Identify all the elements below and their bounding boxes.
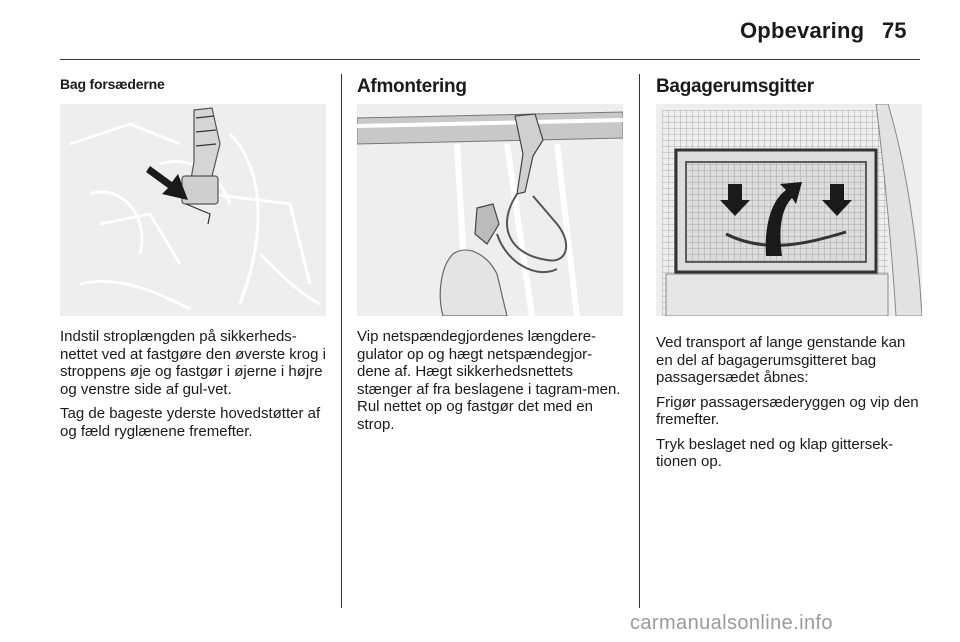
illustration-cargo-grille xyxy=(656,104,922,316)
illustration-strap-hook xyxy=(60,104,326,316)
column-removal xyxy=(357,72,623,98)
heading-bagagerumsgitter: Bagagerumsgitter xyxy=(656,76,814,97)
column-divider-1 xyxy=(341,74,342,608)
page-number: 75 xyxy=(882,18,907,43)
heading-bag-forsaederne: Bag forsæderne xyxy=(60,76,165,92)
header-rule xyxy=(60,59,920,60)
watermark-text: carmanualsonline.info xyxy=(630,612,833,634)
paragraph: Tryk beslaget ned og klap gittersek-tionen op. xyxy=(656,435,894,470)
column-seat-belt-net xyxy=(60,72,326,92)
paragraph: Indstil stroplængden på sikkerheds-nettet ved at fastgøre den øverste krog i stroppens øje og fastgør i øjerne i højre og venstre side af gul-vet. xyxy=(60,328,326,398)
body-text-column-3 xyxy=(656,334,926,478)
column-cargo-grille xyxy=(656,72,922,98)
heading-afmontering: Afmontering xyxy=(357,76,467,97)
paragraph: Tag de bageste yderste hovedstøtter af og fæld ryglænene fremefter. xyxy=(60,405,321,440)
body-text-column-2 xyxy=(357,328,623,440)
column-divider-2 xyxy=(639,74,640,608)
section-title: Opbevaring xyxy=(740,18,865,43)
paragraph: Vip netspændegjordenes længdere-gulator op og hægt netspændegjor-dene af. Hægt sikkerhedsnettets stænger af fra beslagene i tagram-men. Rul nettet op og fastgør det med en strop. xyxy=(357,328,621,433)
illustration-net-tensioner xyxy=(357,104,623,316)
paragraph: Frigør passagersæderyggen og vip den fremefter. xyxy=(656,393,919,428)
body-text-column-1 xyxy=(60,328,326,447)
paragraph: Ved transport af lange genstande kan en del af bagagerumsgitteret bag passagersædet åbnes: xyxy=(656,334,906,386)
page-header xyxy=(0,0,960,62)
